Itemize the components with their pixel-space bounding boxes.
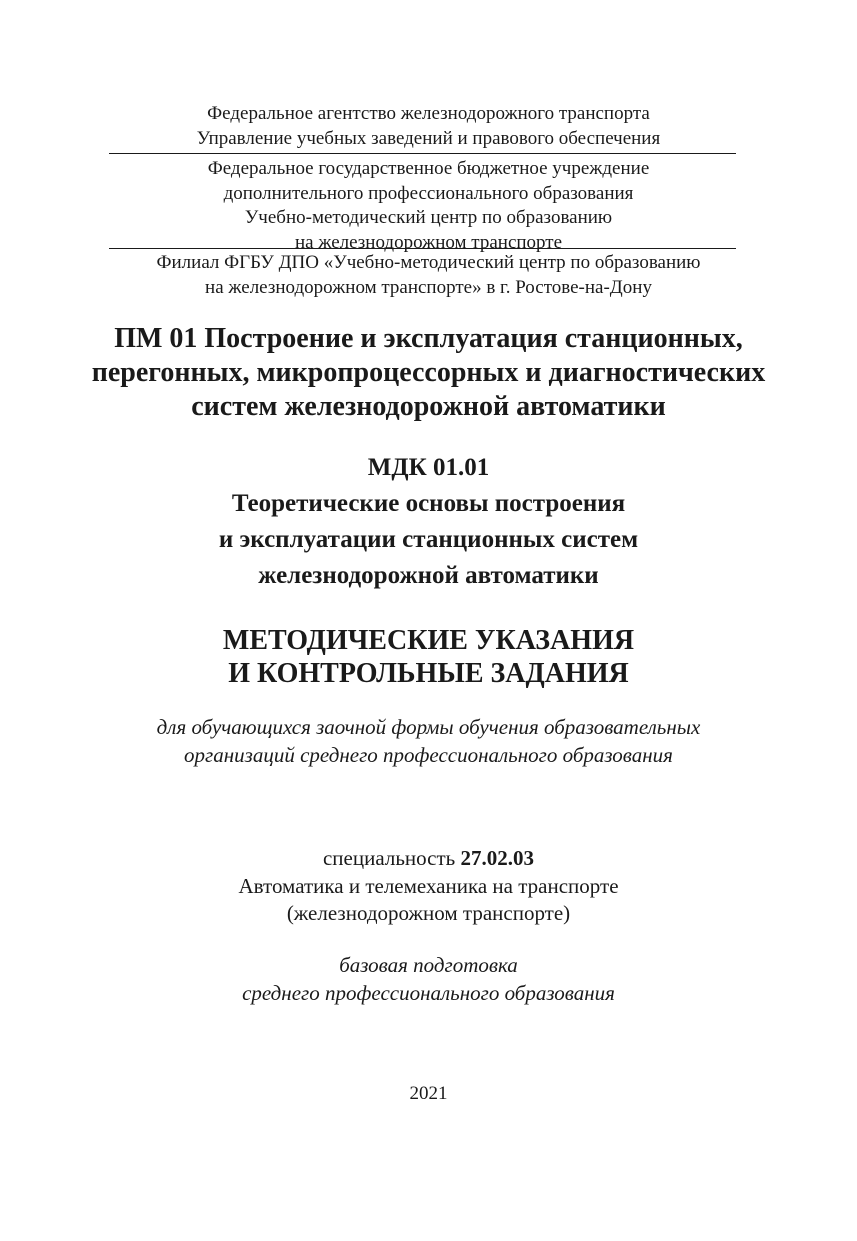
training-block <box>0 951 857 1007</box>
module-title-line: ПМ 01 Построение и эксплуатация станционных, <box>114 323 743 354</box>
document-type-line: И КОНТРОЛЬНЫЕ ЗАДАНИЯ <box>228 658 629 689</box>
branch-line: Филиал ФГБУ ДПО «Учебно-методический центр по образованию <box>156 252 701 273</box>
specialty-label-line <box>0 845 857 873</box>
module-title <box>0 322 857 424</box>
training-line: базовая подготовка <box>339 953 518 977</box>
audience-block <box>0 713 857 769</box>
specialty-block <box>0 845 857 928</box>
publication-year <box>0 1082 857 1106</box>
agency-block <box>0 102 857 151</box>
document-type-line: МЕТОДИЧЕСКИЕ УКАЗАНИЯ <box>222 625 635 656</box>
specialty-code: 27.02.03 <box>460 846 534 870</box>
training-line: среднего профессионального образования <box>242 981 615 1005</box>
institution-line: Федеральное государственное бюджетное учреждение <box>207 158 650 179</box>
divider <box>109 248 736 249</box>
specialty-label: специальность <box>322 846 456 870</box>
specialty-line: Автоматика и телемеханика на транспорте <box>238 873 619 898</box>
institution-line: Учебно-методический центр по образованию <box>244 207 613 228</box>
course-title-line: и эксплуатации станционных систем <box>218 526 639 553</box>
branch-line: на железнодорожном транспорте» в г. Ростове-на-Дону <box>205 276 652 298</box>
course-block <box>0 450 857 594</box>
institution-block <box>0 157 857 255</box>
course-code: МДК 01.01 <box>367 454 490 481</box>
institution-line: дополнительного профессионального образования <box>223 182 634 204</box>
course-title-line: железнодорожной автоматики <box>258 562 599 589</box>
branch-block <box>0 251 857 300</box>
audience-line: для обучающихся заочной формы обучения образовательных <box>156 715 701 739</box>
audience-line: организаций среднего профессионального образования <box>184 743 673 767</box>
year-text: 2021 <box>409 1083 448 1104</box>
divider <box>109 153 736 154</box>
module-title-line: систем железнодорожной автоматики <box>191 391 666 422</box>
module-title-line: перегонных, микропроцессорных и диагностических <box>91 357 766 388</box>
institution-line: на железнодорожном транспорте <box>294 231 563 253</box>
agency-line: Управление учебных заведений и правового обеспечения <box>196 127 661 149</box>
specialty-line: (железнодорожном транспорте) <box>286 901 571 925</box>
agency-line: Федеральное агентство железнодорожного транспорта <box>207 103 650 124</box>
course-title-line: Теоретические основы построения <box>231 490 626 517</box>
document-type-heading <box>0 624 857 690</box>
